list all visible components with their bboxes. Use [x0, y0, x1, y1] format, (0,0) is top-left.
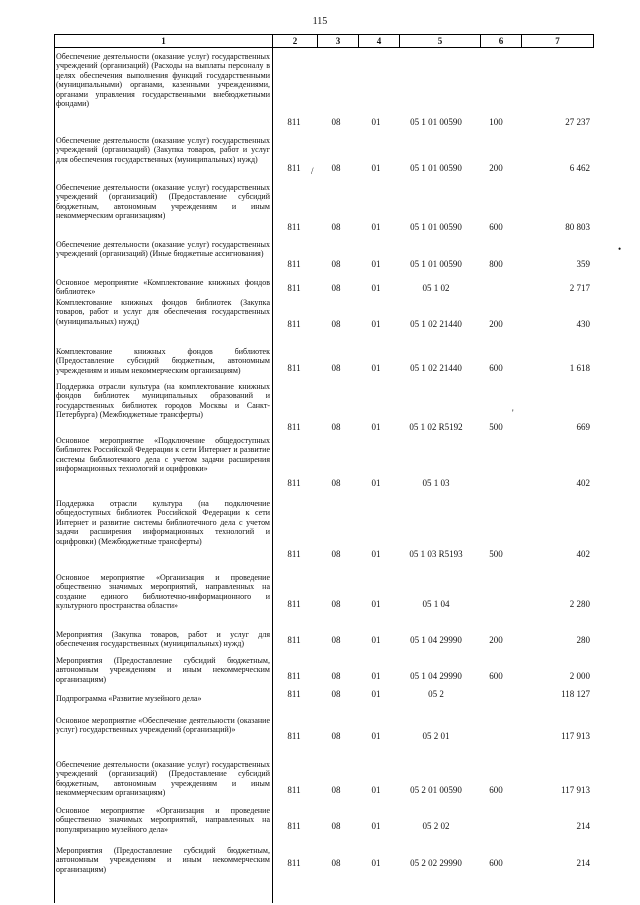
cell-c4: 01 [371, 635, 381, 645]
cell-c3: 08 [331, 785, 341, 795]
table-header [54, 34, 594, 48]
cell-c6: 500 [489, 422, 503, 432]
row-description: Мероприятия (Закупка товаров, работ и услуг для обеспечения государственных (муниципальных) нужд) [56, 630, 270, 649]
cell-c6: 600 [489, 858, 503, 868]
cell-c4: 01 [371, 821, 381, 831]
cell-c6: 200 [489, 163, 503, 173]
scan-mark: • [618, 244, 622, 254]
row-description: Комплектование книжных фондов библиотек (Закупка товаров, работ и услуг для обеспечения государственных (муниципальных) нужд) [56, 298, 270, 326]
cell-c6: 200 [489, 319, 503, 329]
cell-c4: 01 [371, 422, 381, 432]
row-description: Поддержка отрасли культура (на комплектование книжных фондов библиотек муниципальных образований и государственных библиотек городов Москвы и Санкт-Петербурга) (Межбюджетные трансферты) [56, 382, 270, 420]
cell-c6: 600 [489, 785, 503, 795]
cell-c4: 01 [371, 319, 381, 329]
row-values [0, 688, 640, 700]
cell-c4: 01 [371, 858, 381, 868]
cell-c4: 01 [371, 222, 381, 232]
cell-c7: 214 [576, 821, 590, 831]
cell-c5: 05 1 01 00590 [410, 222, 462, 232]
row-description: Мероприятия (Предоставление субсидий бюджетным, автономным учреждениям и иным некоммерческим организациям) [56, 846, 270, 874]
cell-c2: 811 [287, 222, 301, 232]
cell-c5: 05 1 04 29990 [410, 635, 462, 645]
cell-c2: 811 [287, 283, 301, 293]
cell-c7: 280 [576, 635, 590, 645]
cell-c2: 811 [287, 671, 301, 681]
cell-c6: 800 [489, 259, 503, 269]
cell-c2: 811 [287, 731, 301, 741]
scan-mark: ' [512, 408, 514, 418]
row-values [0, 421, 640, 433]
cell-c2: 811 [287, 858, 301, 868]
cell-c2: 811 [287, 117, 301, 127]
cell-c5: 05 1 01 00590 [410, 117, 462, 127]
cell-c4: 01 [371, 478, 381, 488]
cell-c5: 05 1 01 00590 [410, 259, 462, 269]
row-values [0, 784, 640, 796]
row-values [0, 548, 640, 560]
cell-c5: 05 1 02 [422, 283, 450, 293]
row-values [0, 116, 640, 128]
column-header-7: 7 [521, 35, 593, 47]
column-header-2: 2 [272, 35, 317, 47]
cell-c6: 600 [489, 363, 503, 373]
row-values [0, 598, 640, 610]
column-divider [272, 47, 273, 903]
row-values [0, 477, 640, 489]
row-description: Поддержка отрасли культура (на подключение общедоступных библиотек Российской Федерации к сети Интернет и развитие системы библиотечного дела с учетом задачи расширения информационных технологий и оцифровки) (Межбюджетные трансферты) [56, 499, 270, 546]
cell-c3: 08 [331, 731, 341, 741]
cell-c7: 430 [576, 319, 590, 329]
cell-c7: 117 913 [561, 731, 590, 741]
cell-c3: 08 [331, 671, 341, 681]
cell-c2: 811 [287, 478, 301, 488]
cell-c5: 05 1 02 21440 [410, 363, 462, 373]
cell-c3: 08 [331, 635, 341, 645]
cell-c5: 05 1 03 R5193 [409, 549, 463, 559]
cell-c7: 214 [576, 858, 590, 868]
cell-c7: 2 000 [569, 671, 590, 681]
cell-c5: 05 2 02 29990 [410, 858, 462, 868]
row-values [0, 730, 640, 742]
cell-c2: 811 [287, 635, 301, 645]
row-values [0, 258, 640, 270]
row-description: Основное мероприятие «Организация и проведение общественно значимых мероприятий, направленных на создание единого библиотечно-информационного и культурного пространства области» [56, 573, 270, 611]
page-number: 115 [312, 16, 328, 27]
cell-c5: 05 1 02 R5192 [409, 422, 463, 432]
cell-c4: 01 [371, 259, 381, 269]
cell-c7: 2 717 [569, 283, 590, 293]
cell-c2: 811 [287, 785, 301, 795]
cell-c4: 01 [371, 163, 381, 173]
cell-c3: 08 [331, 259, 341, 269]
row-values [0, 857, 640, 869]
cell-c3: 08 [331, 599, 341, 609]
column-header-6: 6 [480, 35, 521, 47]
cell-c3: 08 [331, 549, 341, 559]
cell-c7: 117 913 [561, 785, 590, 795]
cell-c4: 01 [371, 731, 381, 741]
cell-c3: 08 [331, 478, 341, 488]
cell-c4: 01 [371, 117, 381, 127]
row-description: Обеспечение деятельности (оказание услуг) государственных учреждений (организаций) (Предоставление субсидий бюджетным, автономным учреждениям и иным некоммерческим организациям) [56, 183, 270, 221]
cell-c4: 01 [371, 363, 381, 373]
row-values [0, 820, 640, 832]
cell-c2: 811 [287, 163, 301, 173]
row-description: Обеспечение деятельности (оказание услуг) государственных учреждений (организаций) (Закупка товаров, работ и услуг для обеспечения государственных (муниципальных) нужд) [56, 136, 270, 164]
row-description: Обеспечение деятельности (оказание услуг) государственных учреждений (организаций) (Иные бюджетные ассигнования) [56, 240, 270, 259]
cell-c5: 05 1 04 [422, 599, 450, 609]
column-header-1: 1 [161, 36, 166, 46]
row-values [0, 221, 640, 233]
cell-c7: 402 [576, 549, 590, 559]
row-description: Мероприятия (Предоставление субсидий бюджетным, автономным учреждениям и иным некоммерческим организациям) [56, 656, 270, 684]
cell-c2: 811 [287, 599, 301, 609]
cell-c7: 6 462 [569, 163, 590, 173]
cell-c3: 08 [331, 858, 341, 868]
row-description: Подпрограмма «Развитие музейного дела» [56, 694, 202, 703]
cell-c4: 01 [371, 549, 381, 559]
cell-c6: 600 [489, 671, 503, 681]
cell-c5: 05 2 01 00590 [410, 785, 462, 795]
cell-c7: 359 [576, 259, 590, 269]
cell-c7: 80 803 [565, 222, 590, 232]
row-values [0, 362, 640, 374]
cell-c4: 01 [371, 671, 381, 681]
column-header-5: 5 [399, 35, 480, 47]
column-header-3: 3 [317, 35, 358, 47]
cell-c7: 27 237 [565, 117, 590, 127]
cell-c3: 08 [331, 283, 341, 293]
cell-c6: 500 [489, 549, 503, 559]
cell-c5: 05 2 01 [422, 731, 450, 741]
cell-c5: 05 1 02 21440 [410, 319, 462, 329]
row-description: Основное мероприятие «Обеспечение деятельности (оказание услуг) государственных учреждений (организаций)» [56, 716, 270, 735]
cell-c5: 05 1 03 [422, 478, 450, 488]
cell-c3: 08 [331, 363, 341, 373]
row-values [0, 634, 640, 646]
table-left-border [54, 47, 55, 903]
cell-c7: 118 127 [561, 689, 590, 699]
cell-c6: 100 [489, 117, 503, 127]
cell-c2: 811 [287, 689, 301, 699]
row-description: Основное мероприятие «Организация и проведение общественно значимых мероприятий, направленных на популяризацию музейного дела» [56, 806, 270, 834]
scan-mark: / [311, 166, 314, 176]
cell-c6: 600 [489, 222, 503, 232]
cell-c5: 05 1 04 29990 [410, 671, 462, 681]
cell-c4: 01 [371, 283, 381, 293]
cell-c4: 01 [371, 689, 381, 699]
cell-c3: 08 [331, 422, 341, 432]
cell-c7: 402 [576, 478, 590, 488]
row-description: Обеспечение деятельности (оказание услуг) государственных учреждений (организаций) (Расходы на выплаты персоналу в целях обеспечения выполнения функций государственными (муниципальными) органами, казенными учреждениями, органами управления государственными внебюджетными фондами) [56, 52, 270, 109]
cell-c4: 01 [371, 785, 381, 795]
cell-c4: 01 [371, 599, 381, 609]
cell-c3: 08 [331, 821, 341, 831]
column-header-4: 4 [358, 35, 399, 47]
cell-c3: 08 [331, 117, 341, 127]
row-values [0, 162, 640, 174]
row-description: Основное мероприятие «Комплектование книжных фондов библиотек» [56, 278, 270, 297]
cell-c7: 2 280 [569, 599, 590, 609]
row-description: Комплектование книжных фондов библиотек (Предоставление субсидий бюджетным, автономным учреждениям и иным некоммерческим организациям) [56, 347, 270, 375]
cell-c6: 200 [489, 635, 503, 645]
cell-c2: 811 [287, 363, 301, 373]
cell-c2: 811 [287, 549, 301, 559]
cell-c3: 08 [331, 163, 341, 173]
cell-c7: 669 [576, 422, 590, 432]
row-values [0, 282, 640, 294]
row-values [0, 670, 640, 682]
cell-c5: 05 2 02 [422, 821, 450, 831]
cell-c5: 05 1 01 00590 [410, 163, 462, 173]
cell-c3: 08 [331, 319, 341, 329]
cell-c2: 811 [287, 422, 301, 432]
cell-c3: 08 [331, 689, 341, 699]
cell-c2: 811 [287, 259, 301, 269]
cell-c5: 05 2 [428, 689, 444, 699]
cell-c3: 08 [331, 222, 341, 232]
cell-c7: 1 618 [569, 363, 590, 373]
row-description: Обеспечение деятельности (оказание услуг) государственных учреждений (организаций) (Предоставление субсидий бюджетным, автономным учреждениям и иным некоммерческим организациям) [56, 760, 270, 798]
row-description: Основное мероприятие «Подключение общедоступных библиотек Российской Федерации к сети Интернет и развитие системы библиотечного дела с учетом задачи расширения информационных технологий и оцифровки» [56, 436, 270, 474]
row-values [0, 318, 640, 330]
cell-c2: 811 [287, 319, 301, 329]
cell-c2: 811 [287, 821, 301, 831]
